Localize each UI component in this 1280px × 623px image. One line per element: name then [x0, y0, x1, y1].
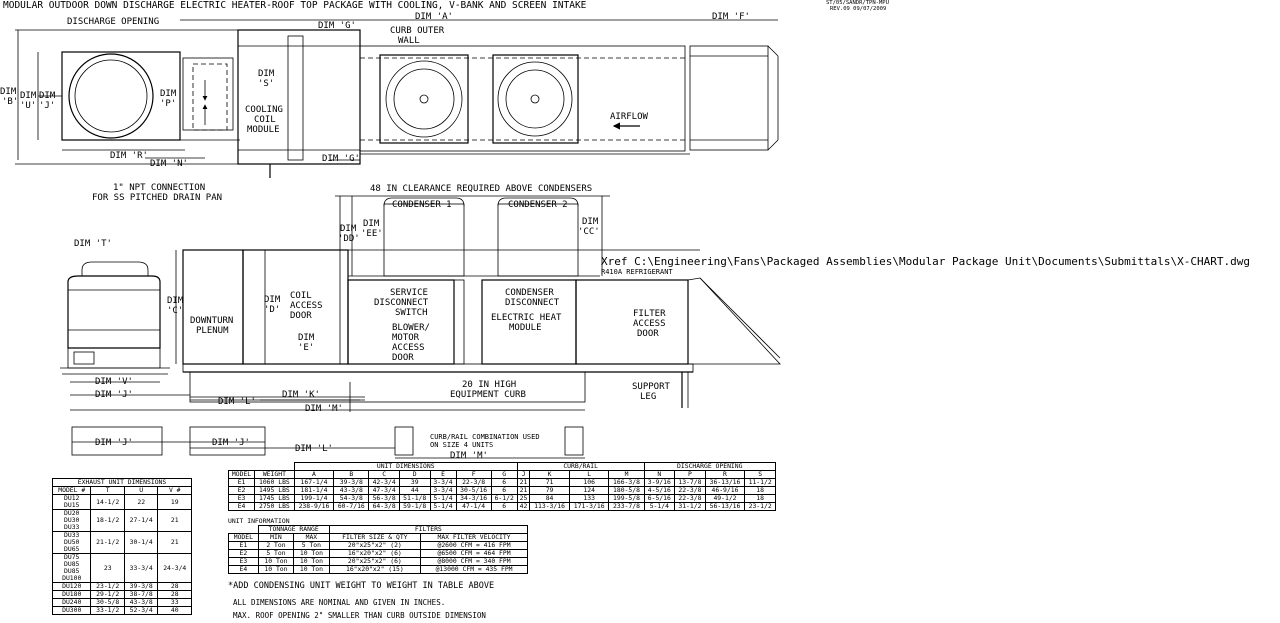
- dim-j-label: DIM 'J': [95, 390, 133, 400]
- dim-s-label-1: DIM: [258, 69, 275, 79]
- unit-table-header-n: N: [644, 471, 675, 479]
- unit-info-header-2: MAX: [294, 534, 329, 542]
- unit-table-cell-a: 181-1/4: [294, 487, 334, 495]
- curb-outer-wall-label-2: WALL: [398, 36, 420, 46]
- exhaust-model-name: DU180: [62, 590, 82, 598]
- exhaust-model-name: DU30: [64, 516, 80, 524]
- exhaust-t-cell: 29-1/2: [91, 591, 125, 599]
- curb-height-label-1: 20 IN HIGH: [462, 380, 517, 390]
- unit-table-header-l: L: [569, 471, 609, 479]
- exhaust-model-cell: [53, 532, 91, 554]
- unit-table-cell-weight: 1745 LBS: [255, 495, 295, 503]
- exhaust-fan-wheel: [69, 54, 153, 138]
- unit-table-cell-p: 13-7/8: [675, 479, 706, 487]
- exhaust-u-cell: 27-1/4: [124, 510, 158, 532]
- unit-info-cell-3: 16"x20"x2" (15): [329, 566, 420, 574]
- unit-table-header-c: C: [369, 471, 400, 479]
- unit-table-cell-r: 56-13/16: [705, 503, 745, 511]
- unit-table-header-m: M: [609, 471, 644, 479]
- filter-access-door: [576, 280, 688, 364]
- dim-g-bottom-label: DIM 'G': [322, 154, 360, 164]
- unit-table-cell-f: 22-3/8: [456, 479, 491, 487]
- condenser-1-label: CONDENSER 1: [392, 200, 452, 210]
- exhaust-u-cell: 39-3/8: [124, 583, 158, 591]
- exhaust-t-cell: 33-1/2: [91, 607, 125, 615]
- unit-table-cell-f: 30-5/16: [456, 487, 491, 495]
- exhaust-fan-body: [68, 276, 160, 348]
- exhaust-v-cell: 21: [158, 532, 192, 554]
- curb-rail-group-header: CURB/RAIL: [517, 463, 644, 471]
- dim-v-label: DIM 'V': [95, 377, 133, 387]
- service-disconnect-label-3: SWITCH: [395, 308, 428, 318]
- note-roof-opening: MAX. ROOF OPENING 2" SMALLER THAN CURB OUTSIDE DIMENSION: [233, 611, 486, 620]
- exhaust-v-cell: 21: [158, 510, 192, 532]
- dim-a-label: DIM 'A': [415, 12, 453, 22]
- exhaust-table-row: [53, 532, 192, 554]
- unit-table-cell-model: E1: [229, 479, 255, 487]
- unit-dimensions-table: [228, 462, 776, 511]
- unit-info-table: [228, 525, 528, 574]
- dim-p-label-2: 'P': [160, 99, 177, 109]
- exhaust-header-t: T: [91, 487, 125, 495]
- unit-table-cell-e: 5-1/4: [430, 495, 456, 503]
- unit-table-cell-l: 171-3/16: [569, 503, 609, 511]
- dim-dd-label-1: DIM: [340, 224, 357, 234]
- unit-table-cell-n: 6-5/16: [644, 495, 675, 503]
- unit-table-cell-model: E3: [229, 495, 255, 503]
- unit-table-body: [229, 479, 776, 511]
- unit-table-header-r: R: [705, 471, 745, 479]
- discharge-opening: [193, 64, 227, 130]
- unit-info-body: [229, 542, 528, 574]
- unit-table-header-k: K: [530, 471, 570, 479]
- unit-table-cell-d: 59-1/8: [399, 503, 430, 511]
- dim-u-label-2: 'U': [20, 101, 37, 111]
- unit-table-cell-n: 5-1/4: [644, 503, 675, 511]
- curb-dim-j-label-1: DIM 'J': [95, 438, 133, 448]
- airflow-label: AIRFLOW: [610, 112, 648, 122]
- exhaust-model-cell: [53, 510, 91, 532]
- dim-j-side-label-2: 'J': [39, 101, 56, 111]
- unit-info-cell-4: @2600 CFM = 416 FPM: [421, 542, 528, 550]
- dim-n-label: DIM 'N': [150, 159, 188, 169]
- unit-table-header-f: F: [456, 471, 491, 479]
- exhaust-unit-table: [52, 478, 192, 615]
- unit-table-header-weight: WEIGHT: [255, 471, 295, 479]
- unit-table-cell-l: 133: [569, 495, 609, 503]
- refrigerant-label: R410A REFRIGERANT: [601, 268, 673, 276]
- condenser-fan-1: [380, 55, 468, 143]
- unit-info-cell-2: 5 Ton: [294, 542, 329, 550]
- unit-table-header-g: G: [491, 471, 517, 479]
- unit-table-cell-b: 39-3/8: [334, 479, 369, 487]
- unit-table-cell-s: 18: [745, 487, 776, 495]
- unit-table-cell-e: 3-3/4: [430, 487, 456, 495]
- unit-table-cell-s: 11-1/2: [745, 479, 776, 487]
- unit-table-cell-d: 44: [399, 487, 430, 495]
- exhaust-model-name: DU85: [64, 567, 80, 575]
- exhaust-model-cell: [53, 495, 91, 510]
- unit-table-cell-k: 113-3/16: [530, 503, 570, 511]
- exhaust-model-name: DU75: [64, 553, 80, 561]
- unit-info-cell-1: 10 Ton: [258, 566, 293, 574]
- unit-table-cell-j: 25: [517, 495, 530, 503]
- dim-dd-label-2: 'DD': [338, 234, 360, 244]
- dim-b-label-2: 'B': [2, 97, 19, 107]
- exhaust-model-name: DU50: [64, 538, 80, 546]
- exhaust-v-cell: 28: [158, 583, 192, 591]
- discharge-opening-label: DISCHARGE OPENING: [67, 17, 160, 27]
- unit-table-cell-m: 199-5/8: [609, 495, 644, 503]
- unit-info-cell-4: @13000 CFM = 435 FPM: [421, 566, 528, 574]
- unit-table-cell-n: 3-9/16: [644, 479, 675, 487]
- unit-table-cell-k: 79: [530, 487, 570, 495]
- dim-j-side-label-1: DIM: [39, 91, 56, 101]
- unit-table-cell-g: 6: [491, 479, 517, 487]
- curb-dim-j-label-2: DIM 'J': [212, 438, 250, 448]
- unit-table-row: [229, 503, 776, 511]
- dim-f-label: DIM 'F': [712, 12, 750, 22]
- dim-ee-label-1: DIM: [363, 219, 380, 229]
- exhaust-t-cell: 23: [91, 554, 125, 583]
- exhaust-t-cell: 14-1/2: [91, 495, 125, 510]
- unit-table-cell-model: E4: [229, 503, 255, 511]
- unit-info-cell-1: 10 Ton: [258, 558, 293, 566]
- dim-u-label-1: DIM: [20, 91, 37, 101]
- unit-info-header-1: MIN: [258, 534, 293, 542]
- dim-l-label: DIM 'L': [218, 397, 256, 407]
- unit-table-cell-weight: 1060 LBS: [255, 479, 295, 487]
- unit-info-cell-3: 20"x25"x2" (2): [329, 542, 420, 550]
- exhaust-t-cell: 23-1/2: [91, 583, 125, 591]
- unit-table-cell-a: 199-1/4: [294, 495, 334, 503]
- dim-cc-label-2: 'CC': [578, 227, 600, 237]
- unit-table-header-p: P: [675, 471, 706, 479]
- curb-rail-note-1: CURB/RAIL COMBINATION USED: [430, 433, 540, 441]
- exhaust-model-name: DU15: [64, 501, 80, 509]
- blower-door-label-4: DOOR: [392, 353, 414, 363]
- condenser-2-elevation: [498, 204, 578, 276]
- exhaust-header-v: V #: [158, 487, 192, 495]
- unit-table-cell-j: 42: [517, 503, 530, 511]
- exhaust-u-cell: 22: [124, 495, 158, 510]
- unit-info-cell-0: E1: [229, 542, 259, 550]
- dim-cc-label-1: DIM: [582, 217, 599, 227]
- curb-height-label-2: EQUIPMENT CURB: [450, 390, 526, 400]
- cooling-coil-label-3: MODULE: [247, 125, 280, 135]
- unit-table-cell-g: 6: [491, 503, 517, 511]
- condenser-disconnect-label-1: CONDENSER: [505, 288, 554, 298]
- dim-r-label: DIM 'R': [110, 151, 148, 161]
- exhaust-table-title: EXHAUST UNIT DIMENSIONS: [53, 479, 192, 487]
- unit-table-cell-b: 43-3/8: [334, 487, 369, 495]
- unit-table-header-s: S: [745, 471, 776, 479]
- unit-table-cell-n: 4-5/16: [644, 487, 675, 495]
- unit-table-cell-m: 180-5/8: [609, 487, 644, 495]
- downturn-plenum: [183, 250, 243, 364]
- unit-table-cell-d: 39: [399, 479, 430, 487]
- unit-table-cell-g: 6: [491, 487, 517, 495]
- dim-p-label-1: DIM: [160, 89, 177, 99]
- dim-c-label-2: 'C': [167, 306, 184, 316]
- blower-door-label-1: BLOWER/: [392, 323, 430, 333]
- electric-heat-label-1: ELECTRIC HEAT: [491, 313, 562, 323]
- filters-group-header: FILTERS: [329, 526, 527, 534]
- npt-connection-label-2: FOR SS PITCHED DRAIN PAN: [92, 193, 223, 203]
- revision-label: REV.09 09/07/2009: [830, 6, 887, 12]
- exhaust-table-row: [53, 554, 192, 583]
- service-disconnect-label-1: SERVICE: [390, 288, 428, 298]
- condenser-disconnect-label-2: DISCONNECT: [505, 298, 560, 308]
- unit-table-cell-p: 31-1/2: [675, 503, 706, 511]
- curb-dim-m-label: DIM 'M': [450, 451, 488, 461]
- exhaust-model-cell: [53, 607, 91, 615]
- coil-access-label-2: ACCESS: [290, 301, 323, 311]
- exhaust-v-cell: 40: [158, 607, 192, 615]
- unit-table-cell-b: 60-7/16: [334, 503, 369, 511]
- cooling-coil-label-2: COIL: [254, 115, 276, 125]
- unit-table-cell-c: 64-3/8: [369, 503, 400, 511]
- exhaust-v-cell: 24-3/4: [158, 554, 192, 583]
- unit-table-cell-r: 36-13/16: [705, 479, 745, 487]
- curb-dim-l-label: DIM 'L': [295, 444, 333, 454]
- unit-table-header-b: B: [334, 471, 369, 479]
- unit-table-cell-m: 166-3/8: [609, 479, 644, 487]
- tonnage-group-header: TONNAGE RANGE: [258, 526, 329, 534]
- unit-table-cell-a: 238-9/16: [294, 503, 334, 511]
- unit-table-cell-r: 49-1/2: [705, 495, 745, 503]
- unit-info-header-0: MODEL: [229, 534, 259, 542]
- unit-table-header-a: A: [294, 471, 334, 479]
- unit-table-cell-c: 42-3/4: [369, 479, 400, 487]
- exhaust-u-cell: 43-3/8: [124, 599, 158, 607]
- unit-info-cell-3: 16"x20"x2" (6): [329, 550, 420, 558]
- exhaust-u-cell: 30-1/4: [124, 532, 158, 554]
- dim-e-label-2: 'E': [298, 343, 315, 353]
- unit-table-cell-weight: 1495 LBS: [255, 487, 295, 495]
- blower-door-label-3: ACCESS: [392, 343, 425, 353]
- unit-table-header-d: D: [399, 471, 430, 479]
- unit-table-cell-f: 34-3/16: [456, 495, 491, 503]
- exhaust-model-name: DU100: [62, 574, 82, 582]
- downturn-plenum-label-2: PLENUM: [196, 326, 229, 336]
- unit-info-cell-2: 10 Ton: [294, 558, 329, 566]
- unit-table-cell-p: 22-3/8: [675, 487, 706, 495]
- unit-table-cell-e: 3-3/4: [430, 479, 456, 487]
- unit-table-cell-r: 46-9/16: [705, 487, 745, 495]
- unit-info-cell-3: 20"x25"x2" (6): [329, 558, 420, 566]
- unit-info-header-3: FILTER SIZE & QTY: [329, 534, 420, 542]
- exhaust-model-name: DU85: [64, 560, 80, 568]
- unit-info-cell-0: E3: [229, 558, 259, 566]
- unit-table-cell-l: 106: [569, 479, 609, 487]
- note-condensing-weight: *ADD CONDENSING UNIT WEIGHT TO WEIGHT IN TABLE ABOVE: [228, 581, 495, 591]
- dim-d-label-2: 'D': [264, 305, 281, 315]
- exhaust-u-cell: 33-3/4: [124, 554, 158, 583]
- clearance-label: 48 IN CLEARANCE REQUIRED ABOVE CONDENSERS: [370, 184, 593, 194]
- unit-table-cell-weight: 2750 LBS: [255, 503, 295, 511]
- unit-table-cell-b: 54-3/8: [334, 495, 369, 503]
- v-bank-intake: [688, 278, 780, 364]
- exhaust-t-cell: 30-5/8: [91, 599, 125, 607]
- exhaust-t-cell: 18-1/2: [91, 510, 125, 532]
- npt-connection-label-1: 1" NPT CONNECTION: [113, 183, 206, 193]
- unit-info-cell-4: @8000 CFM = 340 FPM: [421, 558, 528, 566]
- exhaust-table-row: [53, 495, 192, 510]
- drawing-title: MODULAR OUTDOOR DOWN DISCHARGE ELECTRIC HEATER-ROOF TOP PACKAGE WITH COOLING, V-BANK AND SCREEN INTAKE: [3, 0, 587, 11]
- unit-table-cell-j: 21: [517, 487, 530, 495]
- unit-table-cell-k: 84: [530, 495, 570, 503]
- service-disconnect-label-2: DISCONNECT: [374, 298, 429, 308]
- blower-door-label-2: MOTOR: [392, 333, 420, 343]
- unit-table-cell-c: 47-3/4: [369, 487, 400, 495]
- exhaust-model-name: DU65: [64, 545, 80, 553]
- exhaust-v-cell: 19: [158, 495, 192, 510]
- unit-table-cell-e: 5-1/4: [430, 503, 456, 511]
- unit-table-cell-d: 51-1/8: [399, 495, 430, 503]
- downturn-plenum-label-1: DOWNTURN: [190, 316, 234, 326]
- discharge-group-header: DISCHARGE OPENING: [644, 463, 775, 471]
- dim-k-label: DIM 'K': [282, 390, 320, 400]
- exhaust-model-name: DU33: [64, 523, 80, 531]
- exhaust-model-name: DU33: [64, 531, 80, 539]
- unit-info-cell-1: 5 Ton: [258, 550, 293, 558]
- unit-table-cell-model: E2: [229, 487, 255, 495]
- unit-info-cell-0: E2: [229, 550, 259, 558]
- exhaust-u-cell: 38-7/8: [124, 591, 158, 599]
- exhaust-v-cell: 28: [158, 591, 192, 599]
- unit-table-cell-g: 6-1/2: [491, 495, 517, 503]
- exhaust-model-name: DU240: [62, 598, 82, 606]
- exhaust-model-name: DU120: [62, 582, 82, 590]
- exhaust-model-name: DU300: [62, 606, 82, 614]
- condenser-2-label: CONDENSER 2: [508, 200, 568, 210]
- dim-g-top-label: DIM 'G': [318, 21, 356, 31]
- filter-access-label-3: DOOR: [637, 329, 659, 339]
- exhaust-model-name: DU12: [64, 494, 80, 502]
- unit-dims-group-header: UNIT DIMENSIONS: [294, 463, 517, 471]
- filter-access-label-1: FILTER: [633, 309, 666, 319]
- unit-info-cell-4: @6500 CFM = 464 FPM: [421, 550, 528, 558]
- exhaust-t-cell: 21-1/2: [91, 532, 125, 554]
- unit-table-cell-l: 124: [569, 487, 609, 495]
- unit-table-cell-c: 56-3/8: [369, 495, 400, 503]
- drawing-code: ST/05/SANDR/TPN-MPU: [826, 0, 889, 6]
- electric-heat-label-2: MODULE: [509, 323, 542, 333]
- unit-info-cell-0: E4: [229, 566, 259, 574]
- unit-table-cell-s: 18: [745, 495, 776, 503]
- dim-ee-label-2: 'EE': [361, 229, 383, 239]
- support-leg-label-1: SUPPORT: [632, 382, 670, 392]
- note-nominal-dimensions: ALL DIMENSIONS ARE NOMINAL AND GIVEN IN INCHES.: [233, 598, 446, 607]
- unit-info-header-4: MAX FILTER VELOCITY: [421, 534, 528, 542]
- exhaust-model-name: DU20: [64, 509, 80, 517]
- unit-info-cell-2: 10 Ton: [294, 566, 329, 574]
- unit-table-header-j: J: [517, 471, 530, 479]
- exhaust-fan-hood: [82, 262, 148, 276]
- coil-access-label-1: COIL: [290, 291, 312, 301]
- dim-c-label-1: DIM: [167, 296, 184, 306]
- filter-access-label-2: ACCESS: [633, 319, 666, 329]
- dim-e-label-1: DIM: [298, 333, 315, 343]
- unit-table-header-e: E: [430, 471, 456, 479]
- dim-m-label: DIM 'M': [305, 404, 343, 414]
- exhaust-model-cell: [53, 554, 91, 583]
- exhaust-header-model: MODEL #: [53, 487, 91, 495]
- dim-t-label: DIM 'T': [74, 239, 112, 249]
- curb-outer-wall-label-1: CURB OUTER: [390, 26, 445, 36]
- support-leg-label-2: LEG: [640, 392, 657, 402]
- unit-table-cell-m: 233-7/8: [609, 503, 644, 511]
- curb-rail-note-2: ON SIZE 4 UNITS: [430, 441, 494, 449]
- unit-table-cell-f: 47-1/4: [456, 503, 491, 511]
- cooling-coil-label-1: COOLING: [245, 105, 283, 115]
- cooling-coil-module: [238, 30, 360, 164]
- unit-table-cell-s: 23-1/2: [745, 503, 776, 511]
- unit-info-cell-1: 2 Ton: [258, 542, 293, 550]
- unit-table-cell-j: 21: [517, 479, 530, 487]
- xref-path-label: Xref C:\Engineering\Fans\Packaged Assemblies\Modular Package Unit\Documents\Submittals\X-CHART.dwg: [601, 255, 1251, 268]
- exhaust-v-cell: 33: [158, 599, 192, 607]
- dim-d-label-1: DIM: [264, 295, 281, 305]
- unit-info-title: UNIT INFORMATION: [228, 517, 290, 525]
- dim-b-label-1: DIM: [0, 87, 17, 97]
- unit-info-row: [229, 566, 528, 574]
- exhaust-u-cell: 52-3/4: [124, 607, 158, 615]
- exhaust-table-body: [53, 495, 192, 615]
- unit-table-header-model: MODEL: [229, 471, 255, 479]
- condenser-1-elevation: [384, 204, 464, 276]
- exhaust-header-u: U: [124, 487, 158, 495]
- unit-table-cell-k: 71: [530, 479, 570, 487]
- unit-table-cell-p: 22-3/8: [675, 495, 706, 503]
- unit-table-cell-a: 167-1/4: [294, 479, 334, 487]
- coil-access-label-3: DOOR: [290, 311, 312, 321]
- exhaust-table-row: [53, 510, 192, 532]
- unit-info-cell-2: 10 Ton: [294, 550, 329, 558]
- exhaust-table-row: [53, 607, 192, 615]
- dim-s-label-2: 'S': [258, 79, 275, 89]
